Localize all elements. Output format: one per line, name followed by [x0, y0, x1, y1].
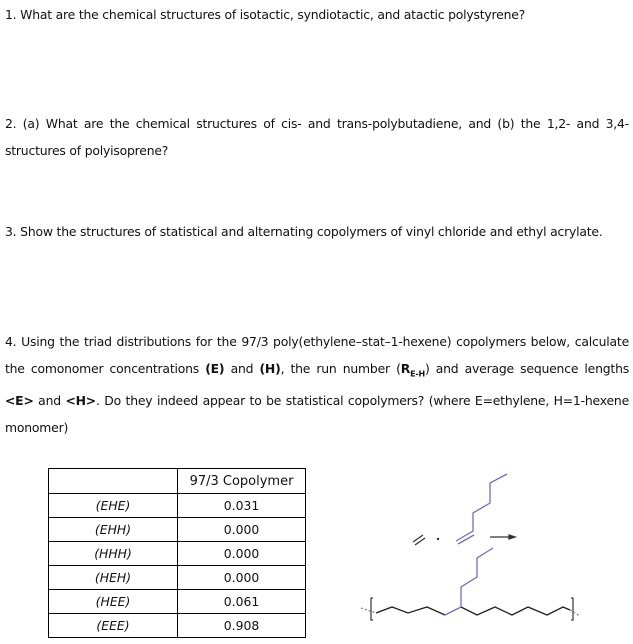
q4-text: and — [33, 393, 66, 409]
header-cell: 97/3 Copolymer — [178, 469, 306, 494]
q4-H: (H) — [259, 361, 281, 376]
q4-text: ) and average sequence lengths — [424, 361, 629, 376]
question-2: 2. (a) What are the chemical structures of cis- and trans-polybutadiene, and (b) the 1,2- and 3,4-structures of polyisoprene? — [5, 116, 629, 158]
question-3: 3. Show the structures of statistical and alternating copolymers of vinyl chloride and ethyl acrylate. — [5, 224, 603, 239]
q4-text: 4. Using the triad distributions for the 97/3 poly(ethylene–stat–1-hexene) copolymers below, calculate the comonomer concentrations — [5, 334, 629, 376]
triad-cell: (EEE) — [49, 614, 178, 638]
hexene-structure — [456, 474, 507, 544]
triad-cell: (HEE) — [49, 590, 178, 614]
q4-E: (E) — [205, 361, 225, 376]
copolymer-structure — [361, 548, 580, 620]
value-cell: 0.000 — [178, 518, 306, 542]
q4-R-sub: E-H — [410, 369, 425, 379]
q4-E-len: <E> — [5, 393, 34, 409]
value-cell: 0.000 — [178, 566, 306, 590]
q4-R: R — [400, 361, 411, 376]
triad-cell: (EHH) — [49, 518, 178, 542]
triad-cell: (HHH) — [49, 542, 178, 566]
value-cell: 0.031 — [178, 494, 306, 518]
q4-text: and — [224, 361, 260, 376]
question-1: 1. What are the chemical structures of isotactic, syndiotactic, and atactic polystyrene? — [5, 7, 526, 22]
plus-sign — [437, 538, 439, 540]
reaction-arrow — [490, 535, 515, 539]
ethylene-structure — [413, 535, 425, 545]
q4-text: , the run number ( — [280, 361, 401, 376]
q4-text: . Do they indeed appear to be statistical copolymers? (where E=ethylene, H=1-hexene monomer) — [5, 393, 629, 436]
value-cell: 0.908 — [178, 614, 306, 638]
value-cell: 0.061 — [178, 590, 306, 614]
q4-H-len: <H> — [65, 393, 96, 409]
triad-cell: (HEH) — [49, 566, 178, 590]
triad-cell: (EHE) — [49, 494, 178, 518]
value-cell: 0.000 — [178, 542, 306, 566]
